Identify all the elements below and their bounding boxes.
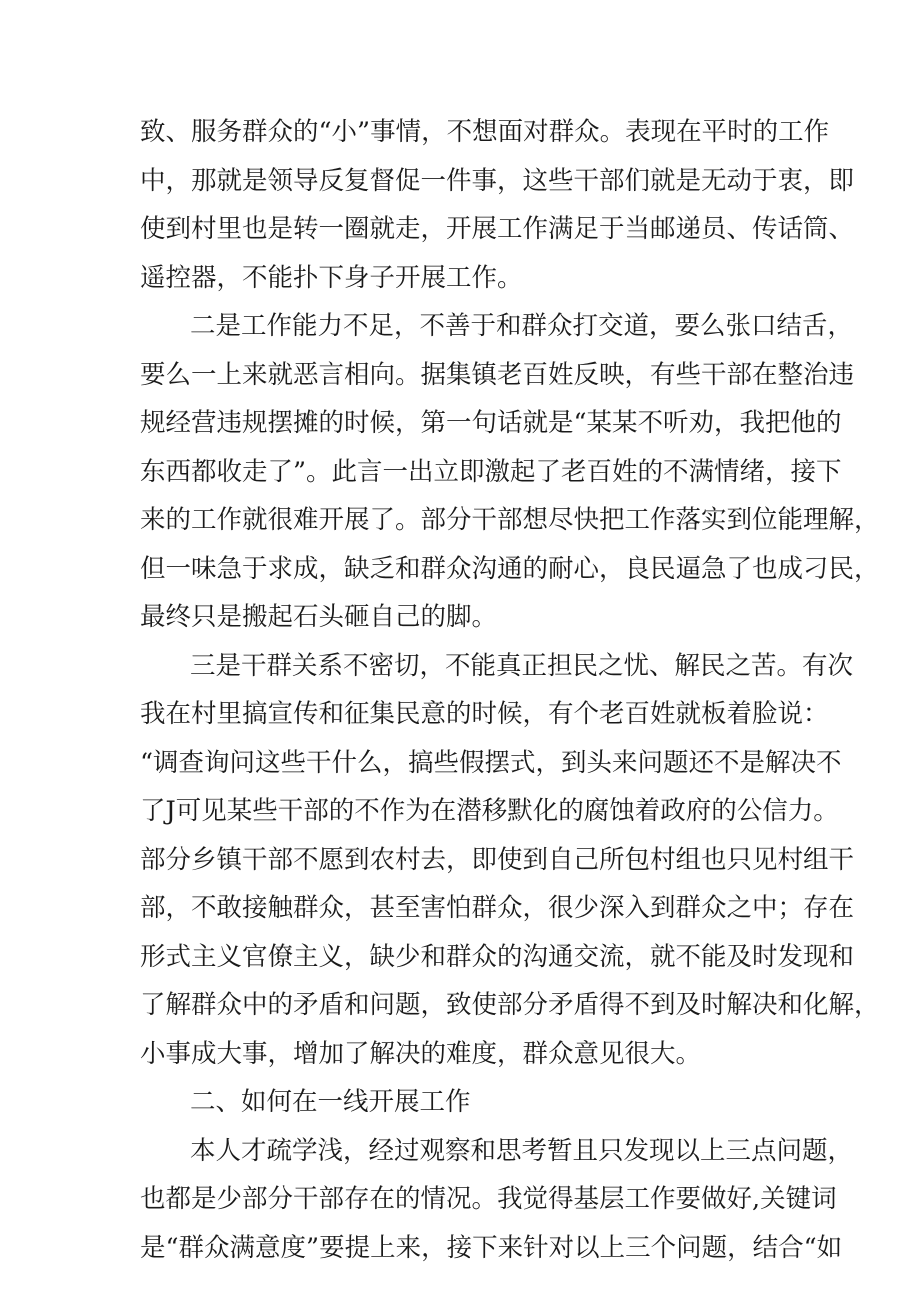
text-line: 使到村里也是转一圈就走，开展工作满足于当邮递员、传话筒、 bbox=[140, 214, 855, 244]
paragraph-first-line: 二是工作能力不足，不善于和群众打交道，要么张口结舌， bbox=[190, 311, 854, 341]
text-line: 是“群众满意度”要提上来，接下来针对以上三个问题，结合“如 bbox=[140, 1232, 843, 1263]
text-line: 致、服务群众的“小”事情，不想面对群众。表现在平时的工作 bbox=[140, 117, 830, 147]
text-line: 形式主义官僚主义，缺少和群众的沟通交流，就不能及时发现和 bbox=[140, 941, 855, 972]
section-heading: 二、如何在一线开展工作 bbox=[190, 1087, 471, 1117]
text-line: “调查询问这些干什么，搞些假摆式，到头来问题还不是解决不 bbox=[140, 747, 842, 778]
text-line: 中，那就是领导反复督促一件事，这些干部们就是无动于衷，即 bbox=[140, 165, 855, 196]
text-line: 遥控器，不能扑下身子开展工作。 bbox=[140, 262, 523, 293]
text-line: 部，不敢接触群众，甚至害怕群众，很少深入到群众之中；存在 bbox=[140, 893, 855, 923]
text-line: 小事成大事，增加了解决的难度，群众意见很大。 bbox=[140, 1038, 702, 1069]
text-line: 了解群众中的矛盾和问题，致使部分矛盾得不到及时解决和化解， bbox=[140, 990, 880, 1020]
text-line: 也都是少部分干部存在的情况。我觉得基层工作要做好,关键词 bbox=[140, 1184, 837, 1214]
document-body bbox=[140, 108, 880, 1272]
text-line: 但一味急于求成，缺乏和群众沟通的耐心，良民逼急了也成刁民， bbox=[140, 553, 880, 584]
paragraph-first-line: 三是干群关系不密切，不能真正担民之忧、解民之苦。有次 bbox=[190, 650, 854, 681]
text-line: 了J可见某些干部的不作为在潜移默化的腐蚀着政府的公信力。 bbox=[140, 796, 839, 826]
text-line: 要么一上来就恶言相向。据集镇老百姓反映，有些干部在整治违 bbox=[140, 359, 855, 390]
text-line: 规经营违规摆摊的时候，第一句话就是“某某不听劝，我把他的 bbox=[140, 408, 842, 438]
text-line: 部分乡镇干部不愿到农村去，即使到自己所包村组也只见村组干 bbox=[140, 844, 855, 875]
text-line: 东西都收走了”。此言一出立即激起了老百姓的不满情绪，接下 bbox=[140, 456, 842, 487]
text-line: 来的工作就很难开展了。部分干部想尽快把工作落实到位能理解， bbox=[140, 505, 880, 535]
text-line: 最终只是搬起石头砸自己的脚。 bbox=[140, 602, 498, 632]
paragraph-first-line: 本人才疏学浅，经过观察和思考暂且只发现以上三点问题， bbox=[190, 1135, 854, 1166]
text-line: 我在村里搞宣传和征集民意的时候，有个老百姓就板着脸说： bbox=[140, 699, 829, 729]
